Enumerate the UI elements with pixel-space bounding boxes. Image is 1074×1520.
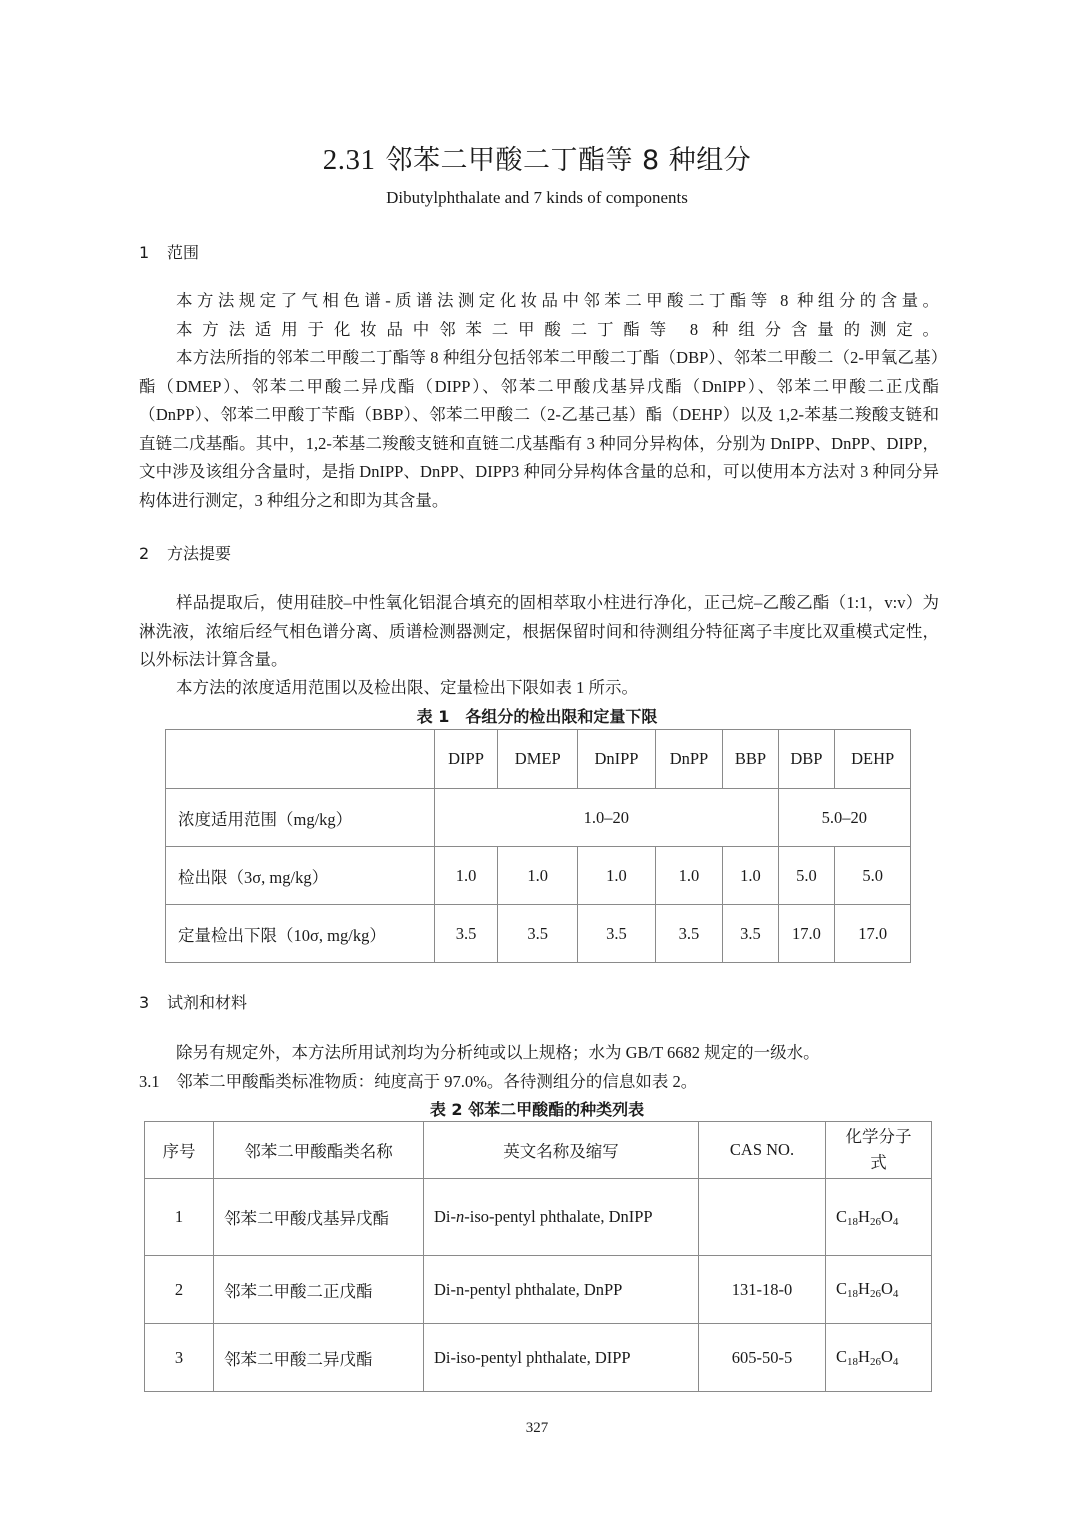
table-header-row: [166, 730, 911, 789]
section-heading-1: [139, 240, 199, 263]
merged-cell: 5.0–20: [778, 789, 910, 847]
en-name-italic: n: [456, 1207, 465, 1226]
section-number: 2.31: [322, 144, 376, 176]
table-row: [166, 905, 911, 963]
row-label: 检出限（3σ, mg/kg）: [166, 847, 435, 905]
cas-number: [699, 1179, 826, 1256]
header-cell: DIPP: [435, 730, 498, 789]
table-row: [145, 1324, 932, 1392]
table-header-row: [145, 1122, 932, 1179]
header-cell: DBP: [778, 730, 835, 789]
row-label: 定量检出下限（10σ, mg/kg）: [166, 905, 435, 963]
paragraph: 本方法的浓度适用范围以及检出限、定量检出下限如表 1 所示。: [176, 678, 638, 697]
phthalate-types-table: [144, 1121, 932, 1392]
table-cell: 1.0: [723, 847, 778, 905]
cn-name: 邻苯二甲酸戊基异戊酯: [214, 1179, 424, 1256]
cas-number: 605-50-5: [699, 1324, 826, 1392]
header-cell: DEHP: [835, 730, 911, 789]
paragraph: 除另有规定外，本方法所用试剂均为分析纯或以上规格；水为 GB/T 6682 规定的一级水。: [176, 1043, 820, 1062]
table-cell: 1.0: [435, 847, 498, 905]
table-row: [166, 847, 911, 905]
row-number: 2: [145, 1256, 214, 1324]
header-cell: 序号: [145, 1122, 214, 1179]
table-cell: 1.0: [655, 847, 723, 905]
header-cell: BBP: [723, 730, 778, 789]
cn-name: 邻苯二甲酸二正戊酯: [214, 1256, 424, 1324]
row-label: 浓度适用范围（mg/kg）: [166, 789, 435, 847]
table-cell: 3.5: [655, 905, 723, 963]
header-cell: DMEP: [498, 730, 578, 789]
en-name: Di-n-pentyl phthalate, DnPP: [424, 1256, 699, 1324]
row-number: 3: [145, 1324, 214, 1392]
section-title: 方法提要: [167, 544, 232, 563]
section-number: 3: [139, 993, 150, 1012]
en-name-part: -iso-pentyl phthalate, DnIPP: [464, 1207, 653, 1226]
page-number: 327: [525, 1420, 549, 1436]
page-title: [0, 138, 1074, 177]
paragraph: 本方法适用于化妆品中邻苯二甲酸二丁酯等 8 种组分含量的测定。: [176, 320, 939, 339]
table2-caption: 表 2 邻苯二甲酸酯的种类列表: [429, 1100, 645, 1119]
header-cell: CAS NO.: [699, 1122, 826, 1179]
en-name-part: Di-: [434, 1207, 456, 1226]
formula: $C_{18}H_{26}O_4$: [826, 1256, 932, 1324]
page-subtitle: Dibutylphthalate and 7 kinds of components: [386, 188, 688, 207]
section-title: 试剂和材料: [167, 993, 248, 1012]
paragraph: 本方法所指的邻苯二甲酸二丁酯等 8 种组分包括邻苯二甲酸二丁酯（DBP）、邻苯二甲酸二（2-甲氧乙基）酯（DMEP）、邻苯二甲酸二异戊酯（DIPP）、邻苯二甲酸戊基异戊酯（DnIPP）、邻苯二甲酸二正戊酯（DnPP）、邻苯二甲酸丁苄酯（BBP）、邻苯二甲酸二（2-乙基己基）酯（DEHP）以及 1,2-苯基二羧酸支链和直链二戊基酯。其中，1,2-苯基二羧酸支链和直链二戊基酯有 3 种同分异构体，分别为 DnIPP、DnPP、DIPP，文中涉及该组分含量时，是指 DnIPP、DnPP、DIPP3 种同分异构体含量的总和，可以使用本方法对 3 种同分异构体进行测定，3 种组分之和即为其含量。: [139, 348, 939, 510]
table1-caption: 表 1 各组分的检出限和定量下限: [416, 707, 658, 726]
table-cell: 3.5: [723, 905, 778, 963]
formula: $C_{18}H_{26}O_4$: [826, 1179, 932, 1256]
header-cell: 邻苯二甲酸酯类名称: [214, 1122, 424, 1179]
header-cell: DnPP: [655, 730, 723, 789]
header-cell: 化学分子式: [826, 1122, 932, 1179]
table-cell: 5.0: [835, 847, 911, 905]
table-cell: 3.5: [498, 905, 578, 963]
table-cell: 1.0: [498, 847, 578, 905]
table-row: [166, 789, 911, 847]
table-cell: 5.0: [778, 847, 835, 905]
paragraph: 本方法规定了气相色谱-质谱法测定化妆品中邻苯二甲酸二丁酯等 8 种组分的含量。: [176, 291, 939, 310]
paragraph: 3.1 邻苯二甲酸酯类标准物质：纯度高于 97.0%。各待测组分的信息如表 2。: [139, 1072, 698, 1091]
detection-limits-table: [165, 729, 911, 963]
en-name: [424, 1179, 699, 1256]
table-cell: 1.0: [578, 847, 655, 905]
row-number: 1: [145, 1179, 214, 1256]
header-cell: DnIPP: [578, 730, 655, 789]
table-cell: 3.5: [578, 905, 655, 963]
section-number: 2: [139, 544, 150, 563]
section-heading-3: [139, 990, 247, 1013]
merged-cell: 1.0–20: [435, 789, 779, 847]
table-row: [145, 1179, 932, 1256]
table-cell: 3.5: [435, 905, 498, 963]
header-cell: [166, 730, 435, 789]
paragraph: 样品提取后，使用硅胶–中性氧化铝混合填充的固相萃取小柱进行净化，正己烷–乙酸乙酯（1:1，v:v）为淋洗液，浓缩后经气相色谱分离、质谱检测器测定，根据保留时间和待测组分特征离子丰度比双重模式定性，以外标法计算含量。: [139, 593, 939, 669]
table-cell: 17.0: [835, 905, 911, 963]
cn-name: 邻苯二甲酸二异戊酯: [214, 1324, 424, 1392]
table-cell: 17.0: [778, 905, 835, 963]
header-cell: 英文名称及缩写: [424, 1122, 699, 1179]
cas-number: 131-18-0: [699, 1256, 826, 1324]
section-title: 范围: [167, 243, 200, 262]
section-number: 1: [139, 243, 150, 262]
en-name: Di-iso-pentyl phthalate, DIPP: [424, 1324, 699, 1392]
title-text: 邻苯二甲酸二丁酯等 8 种组分: [385, 145, 752, 176]
section-heading-2: [139, 541, 231, 564]
table-row: [145, 1256, 932, 1324]
formula: $C_{18}H_{26}O_4$: [826, 1324, 932, 1392]
